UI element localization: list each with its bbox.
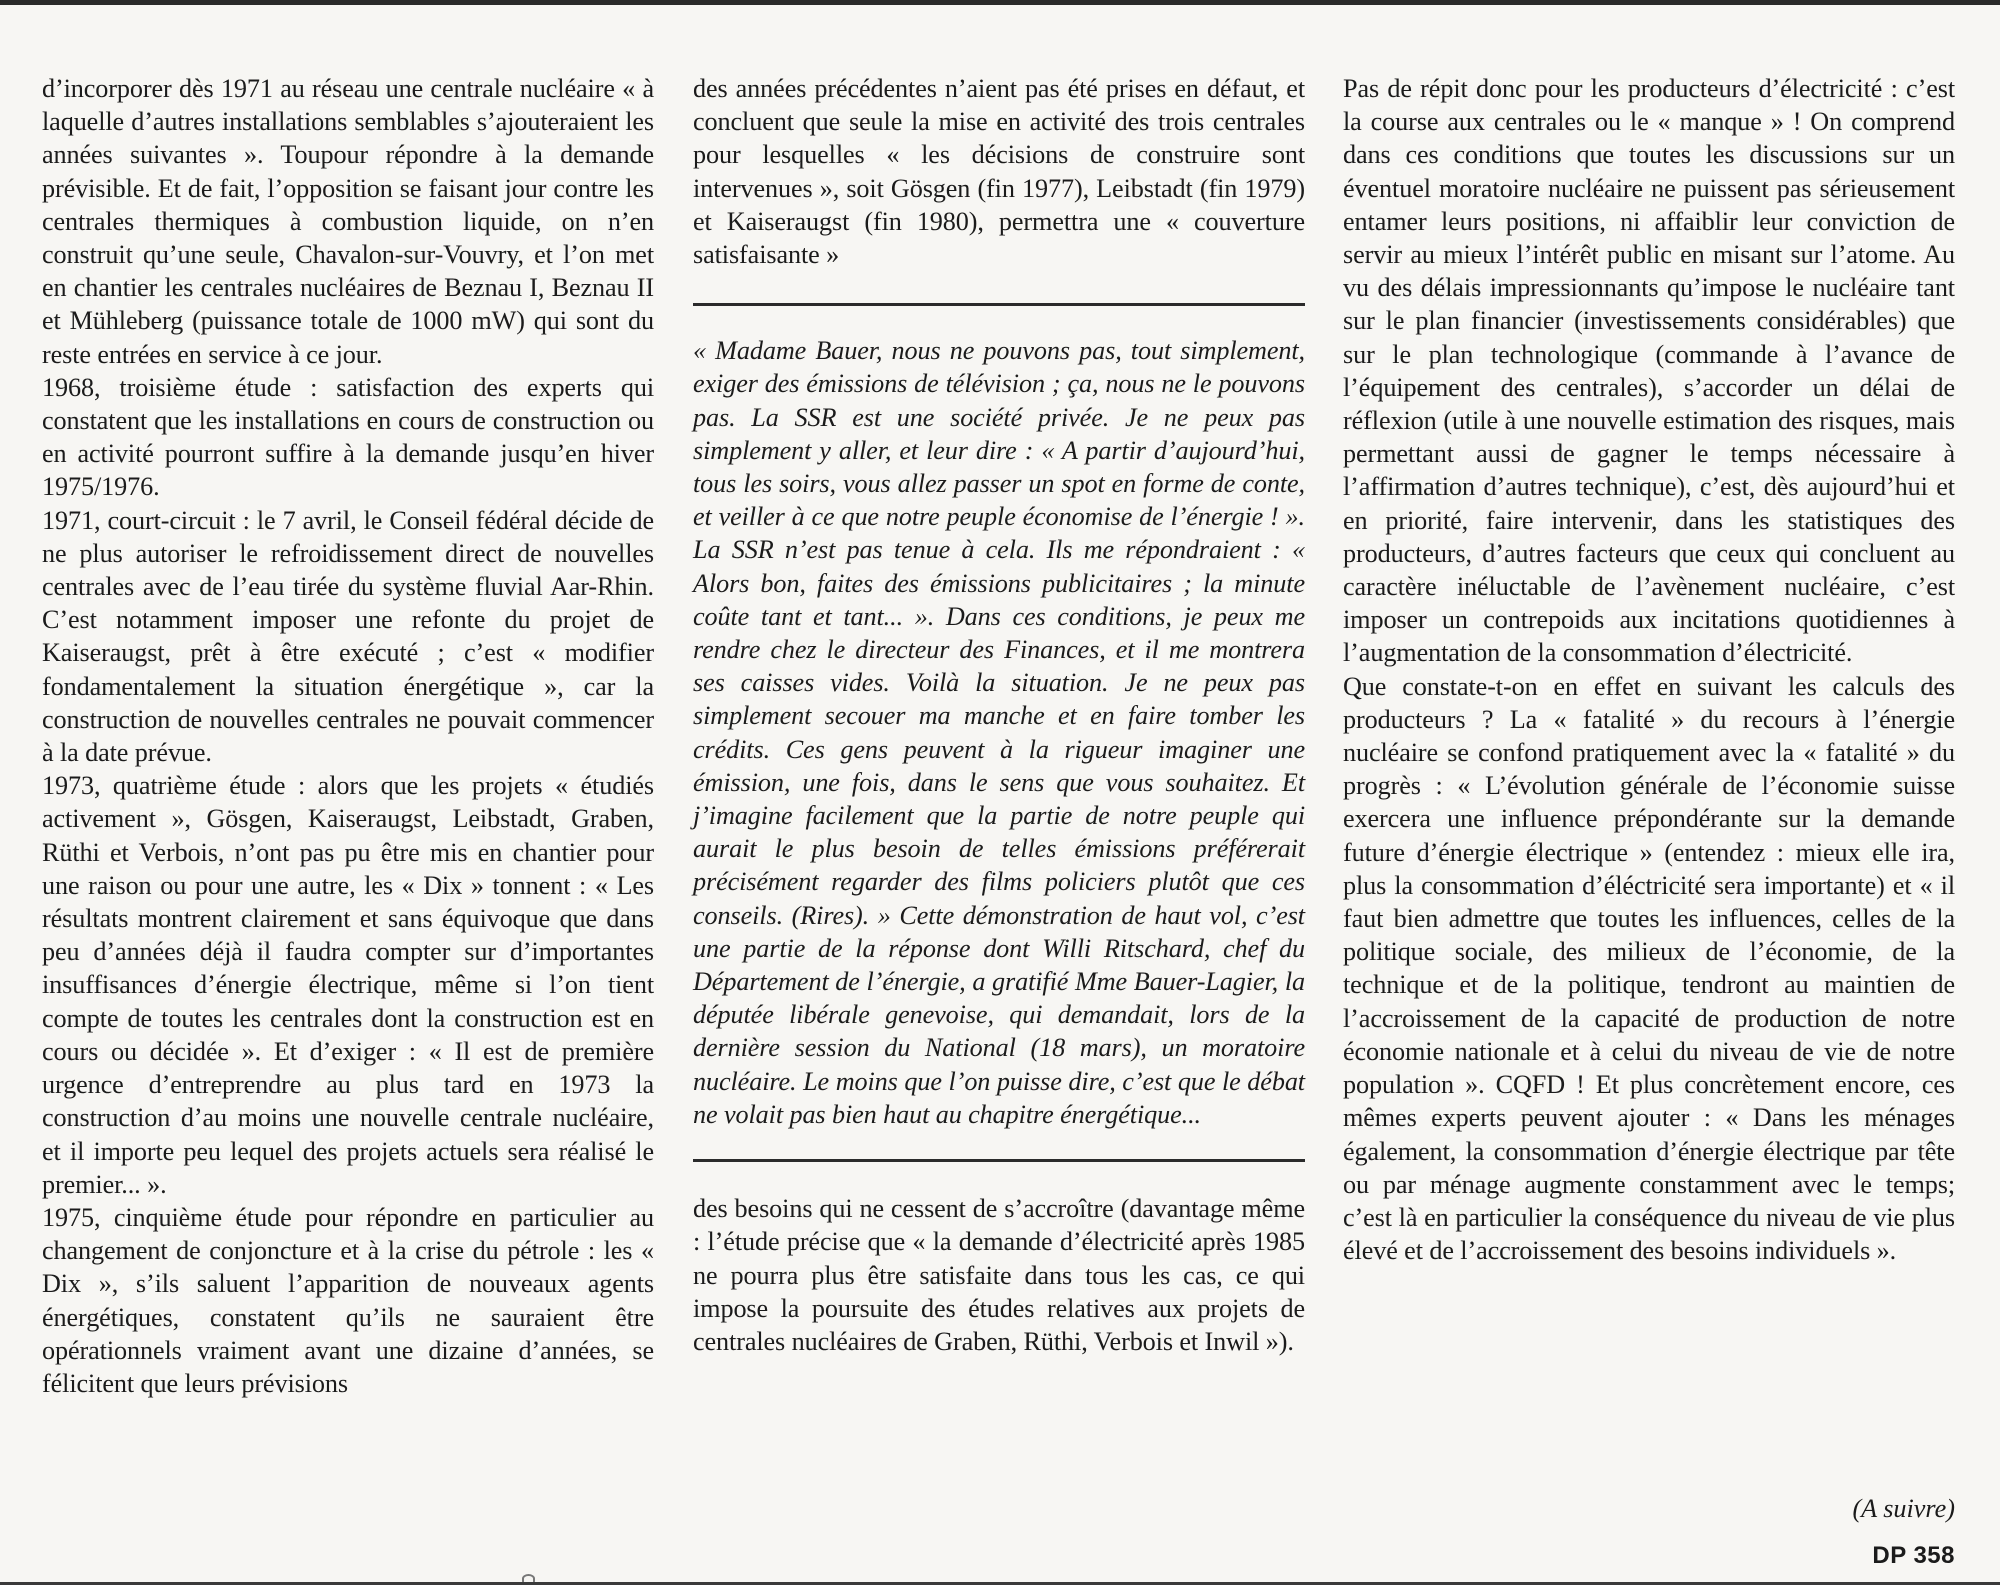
paragraph: des années précédentes n’aient pas été prises en défaut, et concluent que seule la mise en activité des trois centrales pour lesquelles « les décisions de construire sont intervenues », soit Gösgen (fin 1977), Leibstadt (fin 1979) et Kaiseraugst (fin 1980), permettra une « couverture satisfaisante » [693,74,1305,270]
text-column-2 [693,72,1305,1358]
paragraph: Que constate-t-on en effet en suivant les calculs des producteurs ? La « fatalité » du recours à l’énergie nucléaire se confond pratiquement avec la « fatalité » du progrès : « L’évolution générale de l’économie suisse exercera une influence prépondérante sur la demande future d’énergie électrique » (entendez : mieux elle ira, plus la consommation d’éléctricité sera importante) et « il faut bien admettre que toutes les influences, celles de la politique sociale, des milieux de l’économie, de la technique et de la politique, tendront au maintien de l’accroissement de la capacité de production de notre économie nationale et à celui du niveau de vie de notre population ». CQFD ! Et plus concrètement encore, ces mêmes experts peuvent ajouter : « Dans les ménages également, la consommation d’énergie électrique par tête ou par ménage augmente constamment avec le temps; c’est là en particulier la conséquence du niveau de vie plus élevé et de l’accroissement des besoins individuels ». [1343,671,1955,1266]
paragraph: des besoins qui ne cessent de s’accroître (davantage même : l’étude précise que « la demande d’électricité après 1985 ne pourra plus être satisfaite dans tous les cas, ce qui impose la poursuite des études relatives aux projets de centrales nucléaires de Graben, Rüthi, Verbois et Inwil »). [693,1194,1305,1356]
sidebar-bottom-rule [693,1159,1305,1162]
paragraph: 1975, cinquième étude pour répondre en particulier au changement de conjoncture et à la crise du pétrole : les « Dix », s’ils saluent l’apparition de nouveaux agents énergétiques, constatent qu’ils ne sauraient être opérationnels vraiment avant une dizaine d’années, se félicitent que leurs prévisions [42,1202,654,1398]
paragraph: 1973, quatrième étude : alors que les projets « étudiés activement », Gösgen, Kaiseraugst, Leibstadt, Graben, Rüthi et Verbois, n’ont pas pu être mis en chantier pour une raison ou pour une autre, les « Dix » tonnent : « Les résultats montrent clairement et sans équivoque que dans peu d’années déjà il faudra compter sur d’importantes insuffisances d’énergie électrique, même si l’on tient compte de toutes les centrales dont la construction est en cours ou décidée ». Et d’exiger : « Il est de première urgence d’entreprendre au plus tard en 1973 la construction d’au moins une nouvelle centrale nucléaire, et il importe peu lequel des projets actuels sera réalisé le premier... ». [42,771,654,1199]
text-column-1 [42,72,654,1400]
paragraph: 1971, court-circuit : le 7 avril, le Conseil fédéral décide de ne plus autoriser le refroidissement direct de nouvelles centrales avec de l’eau tirée du système fluvial Aar-Rhin. C’est notamment imposer une refonte du projet de Kaiseraugst, prêt à être exécuté ; c’est « modifier fondamentalement la situation énergétique », car la construction de nouvelles centrales ne pouvait commencer à la date prévue. [42,505,654,768]
page-reference: DP 358 [1872,1542,1955,1569]
paragraph: Pas de répit donc pour les producteurs d’électricité : c’est la course aux centrales ou le « manque » ! On comprend dans ces conditions que toutes les discussions sur un éventuel moratoire nucléaire ne puissent pas sérieusement entamer leurs positions, ni affaiblir leur conviction de servir au mieux l’intérêt public en misant sur l’atome. Au vu des délais impressionnants qu’impose le nucléaire tant sur le plan financier (investissements considérables) que sur le plan technologique (commande à l’avance de l’équipement des centrales), s’accorder un délai de réflexion (utile à une nouvelle estimation des risques, mais permettant aussi de gagner le temps nécessaire à l’affirmation d’autres technique), c’est, dès aujourd’hui et en priorité, faire intervenir, dans les statistiques des producteurs, d’autres facteurs que ceux qui concluent au caractère inéluctable de l’avènement nucléaire, c’est imposer un contrepoids aux incitations quotidiennes à l’augmentation de la consommation d’électricité. [1343,74,1955,668]
to-be-continued-note: (A suivre) [1852,1494,1955,1523]
sidebar-top-rule [693,303,1305,306]
top-border-rule [0,0,2000,5]
sidebar-quote: « Madame Bauer, nous ne pouvons pas, tout simplement, exiger des émissions de télévision ; ça, nous ne le pouvons pas. La SSR est une société privée. Je ne peux pas simplement y aller, et leur dire : « A partir d’aujourd’hui, tous les soirs, vous allez passer un spot en forme de conte, et veiller à ce que notre peuple économise de l’énergie ! ». La SSR n’est pas tenue à cela. Ils me répondraient : « Alors bon, faites des émissions publicitaires ; la minute coûte tant et tant... ». Dans ces conditions, je peux me rendre chez le directeur des Finances, et il me montrera ses caisses vides. Voilà la situation. Je ne peux pas simplement secouer ma manche et en faire tomber les crédits. Ces gens peuvent à la rigueur imaginer une émission, une fois, dans le sens que vous souhaitez. Et j’imagine facilement que la partie de notre peuple qui aurait le plus besoin de telles émissions préférerait précisément regarder des films policiers plutôt que ces conseils. (Rires). » Cette démonstration de haut vol, c’est une partie de la réponse dont Willi Ritschard, chef du Département de l’énergie, a gratifié Mme Bauer-Lagier, la députée libérale genevoise, qui demandait, lors de la dernière session du National (18 mars), un moratoire nucléaire. Le moins que l’on puisse dire, c’est que le débat ne volait pas bien haut au chapitre énergétique... [693,336,1305,1129]
paragraph: d’incorporer dès 1971 au réseau une centrale nucléaire « à laquelle d’autres installations semblables s’ajouteraient les années suivantes ». Toupour répondre à la demande prévisible. Et de fait, l’opposition se faisant jour contre les centrales thermiques à combustion liquide, on n’en construit qu’une seule, Chavalon-sur-Vouvry, et l’on met en chantier les centrales nucléaires de Beznau I, Beznau II et Mühleberg (puissance totale de 1000 mW) qui sont du reste entrées en service à ce jour. [42,74,654,369]
paragraph: 1968, troisième étude : satisfaction des experts qui constatent que les installations en cours de construction ou en activité pourront suffire à la demande jusqu’en hiver 1975/1976. [42,372,654,502]
text-column-3 [1343,72,1955,1267]
